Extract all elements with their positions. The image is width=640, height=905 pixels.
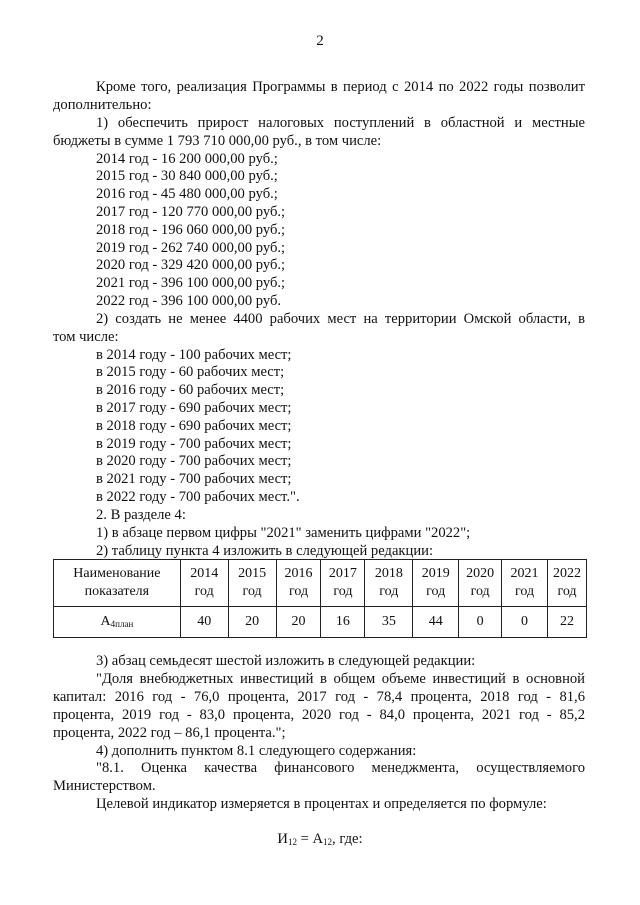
page-number: 2 xyxy=(316,33,324,49)
header-year xyxy=(502,560,548,607)
item4: 4) дополнить пунктом 8.1 следующего содержания: xyxy=(96,743,417,759)
header-year-value: 2018 xyxy=(374,566,403,581)
jobs-year-item: в 2016 году - 60 рабочих мест; xyxy=(96,382,285,398)
tax-year-item: 2020 год - 329 420 000,00 руб.; xyxy=(96,257,286,273)
table-header-row xyxy=(54,560,587,607)
header-label-line1: Наименование xyxy=(73,566,161,581)
quote3-line4: процента, 2022 год – 86,1 процента."; xyxy=(53,725,286,741)
table-cell-value: 20 xyxy=(276,607,321,638)
para1-line1: Кроме того, реализация Программы в период с 2014 по 2022 годы позволит xyxy=(96,79,585,95)
row-label-main: А xyxy=(100,614,111,629)
header-year-suffix: год xyxy=(426,584,446,599)
item3: 3) абзац семьдесят шестой изложить в следующей редакции: xyxy=(96,653,476,669)
tax-year-item: 2021 год - 396 100 000,00 руб.; xyxy=(96,275,286,291)
header-year xyxy=(180,560,228,607)
quote4-line2: Министерством. xyxy=(53,778,156,794)
header-year-value: 2020 xyxy=(466,566,495,581)
jobs-year-item: в 2022 году - 700 рабочих мест.". xyxy=(96,489,300,505)
jobs-year-item: в 2014 году - 100 рабочих мест; xyxy=(96,347,292,363)
header-year-value: 2019 xyxy=(421,566,450,581)
header-year-value: 2014 xyxy=(190,566,219,581)
header-year xyxy=(228,560,276,607)
header-year-value: 2021 xyxy=(510,566,539,581)
header-year xyxy=(413,560,459,607)
quote3-line2: капитал: 2016 год - 76,0 процента, 2017 год - 78,4 процента, 2018 год - 81,6 xyxy=(53,689,585,705)
formula-eq: = xyxy=(296,831,313,847)
table-cell-value: 0 xyxy=(459,607,502,638)
header-year-suffix: год xyxy=(194,584,214,599)
header-year xyxy=(276,560,321,607)
jobs-year-item: в 2021 году - 700 рабочих мест; xyxy=(96,471,292,487)
formula-lhs-main: И xyxy=(277,831,288,847)
jobs-year-item: в 2018 году - 690 рабочих мест; xyxy=(96,418,292,434)
header-year-suffix: год xyxy=(242,584,262,599)
table-cell-value: 0 xyxy=(502,607,548,638)
section4-item1: 1) в абзаце первом цифры "2021" заменить цифрами "2022"; xyxy=(96,525,471,541)
table-row xyxy=(54,607,587,638)
tax-year-item: 2018 год - 196 060 000,00 руб.; xyxy=(96,222,286,238)
formula-lhs-sub: 12 xyxy=(287,837,297,847)
header-year-suffix: год xyxy=(288,584,309,599)
header-year-value: 2017 xyxy=(328,566,357,581)
formula-tail: , где: xyxy=(332,831,363,847)
header-year-value: 2016 xyxy=(284,566,313,581)
formula-rhs-main: А xyxy=(312,831,324,847)
tax-year-item: 2017 год - 120 770 000,00 руб.; xyxy=(96,204,286,220)
formula-rhs-sub: 12 xyxy=(323,837,333,847)
header-year xyxy=(459,560,502,607)
header-year-suffix: год xyxy=(333,584,353,599)
header-year xyxy=(365,560,413,607)
item2-line2: том числе: xyxy=(53,329,119,345)
section4-heading: 2. В разделе 4: xyxy=(96,507,186,523)
jobs-year-item: в 2020 году - 700 рабочих мест; xyxy=(96,453,292,469)
row-label-sub: 4план xyxy=(110,619,134,629)
quote4-line1: "8.1. Оценка качества финансового менеджмента, осуществляемого xyxy=(96,760,585,776)
formula xyxy=(0,831,640,848)
table-cell-value: 20 xyxy=(228,607,276,638)
header-year xyxy=(548,560,587,607)
jobs-year-item: в 2019 году - 700 рабочих мест; xyxy=(96,436,292,452)
header-year xyxy=(321,560,365,607)
quote3-line3: процента, 2019 год - 83,0 процента, 2020 год - 84,0 процента, 2021 год - 85,2 xyxy=(53,707,585,723)
target-indicator-line: Целевой индикатор измеряется в процентах и определяется по формуле: xyxy=(96,796,547,812)
indicator-table xyxy=(53,559,587,638)
jobs-year-item: в 2017 году - 690 рабочих мест; xyxy=(96,400,292,416)
item1-line1: 1) обеспечить прирост налоговых поступлений в областной и местные xyxy=(96,115,585,131)
tax-year-item: 2014 год - 16 200 000,00 руб.; xyxy=(96,151,278,167)
item1-line2: бюджеты в сумме 1 793 710 000,00 руб., в том числе: xyxy=(53,133,382,149)
item2-line1: 2) создать не менее 4400 рабочих мест на территории Омской области, в xyxy=(96,311,585,327)
table-cell-value: 35 xyxy=(365,607,413,638)
header-year-suffix: год xyxy=(470,584,490,599)
tax-year-item: 2016 год - 45 480 000,00 руб.; xyxy=(96,186,278,202)
header-year-value: 2022 xyxy=(553,566,581,581)
jobs-year-item: в 2015 году - 60 рабочих мест; xyxy=(96,364,285,380)
table-cell-value: 16 xyxy=(321,607,365,638)
tax-year-item: 2015 год - 30 840 000,00 руб.; xyxy=(96,168,278,184)
header-year-suffix: год xyxy=(514,584,535,599)
section4-item2: 2) таблицу пункта 4 изложить в следующей редакции: xyxy=(96,543,433,559)
table-cell-value: 44 xyxy=(413,607,459,638)
para1-line2: дополнительно: xyxy=(53,97,152,113)
header-year-value: 2015 xyxy=(238,566,267,581)
header-year-suffix: год xyxy=(557,584,577,599)
table-cell-value: 40 xyxy=(180,607,228,638)
header-indicator-name xyxy=(54,560,181,607)
tax-year-item: 2022 год - 396 100 000,00 руб. xyxy=(96,293,282,309)
header-label-line2: показателя xyxy=(84,584,150,599)
header-year-suffix: год xyxy=(379,584,399,599)
table-cell-value: 22 xyxy=(548,607,587,638)
row-indicator-label xyxy=(54,607,181,638)
quote3-line1: "Доля внебюджетных инвестиций в общем объеме инвестиций в основной xyxy=(96,671,585,687)
tax-year-item: 2019 год - 262 740 000,00 руб.; xyxy=(96,240,286,256)
